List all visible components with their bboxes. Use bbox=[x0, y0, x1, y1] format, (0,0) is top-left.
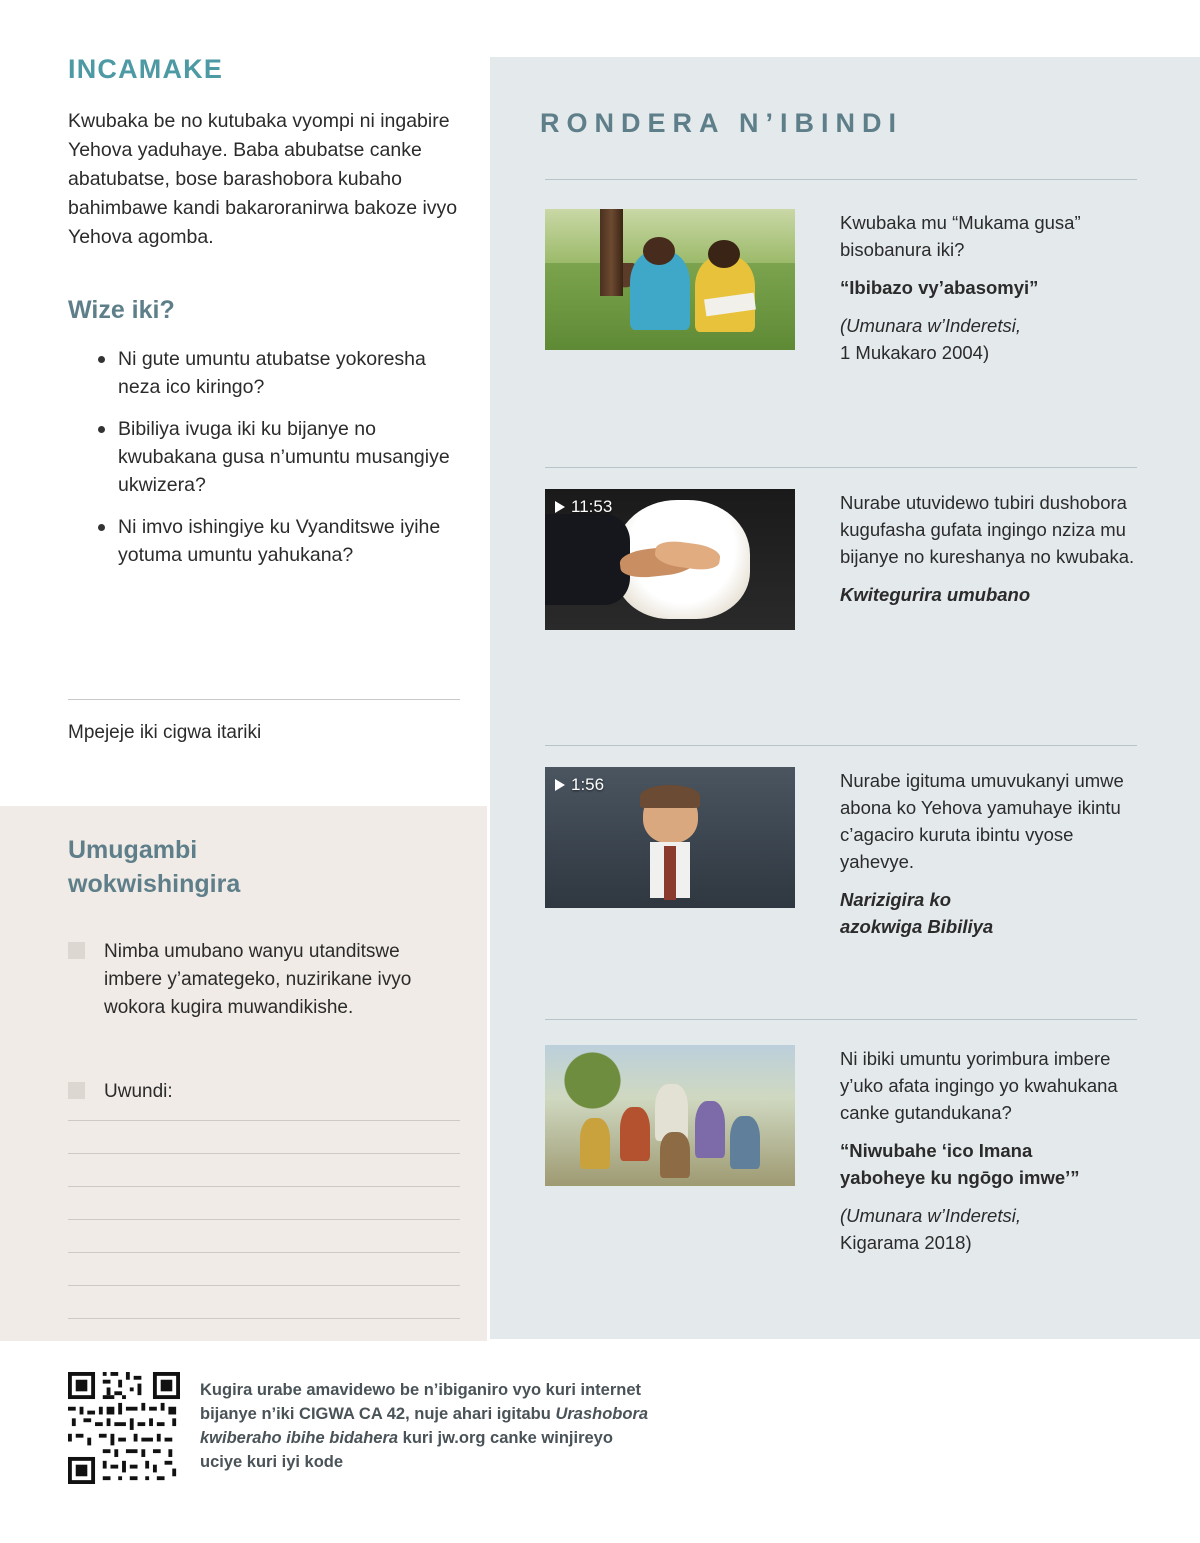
checkbox-icon[interactable] bbox=[68, 942, 85, 959]
list-item: Bibiliya ivuga iki ku bijanye no kwubakana gusa n’umuntu musangiye ukwizera? bbox=[98, 415, 460, 499]
entry-question: Nurabe utuvidewo tubiri dushobora kugufasha gufata ingingo nziza mu bijanye no kureshanya no kwubaka. bbox=[840, 492, 1135, 567]
entry-title-line1[interactable]: “Niwubahe ‘ico Imana bbox=[840, 1140, 1033, 1161]
entry-question: Nurabe igituma umuvukanyi umwe abona ko Yehova yamuhaye ikintu c’agaciro kuruta ibintu vyose yahevye. bbox=[840, 770, 1124, 872]
tie-shape bbox=[664, 846, 677, 900]
entry-question: Kwubaka mu “Mukama gusa” bisobanura iki? bbox=[840, 212, 1081, 260]
section-heading-wize-iki: Wize iki? bbox=[68, 296, 175, 324]
couple-studying-photo[interactable] bbox=[545, 209, 795, 350]
figure-shape bbox=[730, 1116, 760, 1170]
person-head-shape bbox=[708, 240, 741, 268]
entry-title-line2[interactable]: azokwiga Bibiliya bbox=[840, 916, 994, 937]
list-item: Ni imvo ishingiye ku Vyanditswe iyihe yotuma umuntu yahukana? bbox=[98, 513, 460, 569]
artwork-illustration bbox=[545, 1045, 795, 1186]
tree-shape bbox=[560, 1048, 625, 1113]
entry-title-line2[interactable]: yaboheye ku ngōgo imwe’” bbox=[840, 1167, 1080, 1188]
entry-divider bbox=[545, 179, 1137, 180]
page-title: INCAMAKE bbox=[68, 54, 224, 84]
list-item: Ni gute umuntu atubatse yokoresha neza ico kiringo? bbox=[98, 345, 460, 401]
reference-entry-2[interactable] bbox=[545, 489, 1145, 608]
figure-shape bbox=[620, 1107, 650, 1161]
goal-item-label: Nimba umubano wanyu utanditswe imbere y’amategeko, nuzirikane ivyo wokora kugira muwandikishe. bbox=[104, 941, 412, 1018]
entry-title[interactable]: “Ibibazo vy’abasomyi” bbox=[840, 277, 1039, 298]
goal-heading-line2: wokwishingira bbox=[68, 870, 241, 898]
figure-shape bbox=[580, 1118, 610, 1169]
left-column bbox=[0, 0, 490, 1543]
wedding-hands-video[interactable] bbox=[545, 489, 795, 630]
bible-scene-artwork[interactable] bbox=[545, 1045, 795, 1186]
panel-heading: RONDERA N’IBINDI bbox=[540, 108, 904, 138]
entry-source-date: 1 Mukakaro 2004) bbox=[840, 342, 990, 363]
footer-text bbox=[200, 1372, 768, 1474]
entry-divider bbox=[545, 1019, 1137, 1020]
footer bbox=[68, 1372, 768, 1474]
entry-source-italic: (Umunara w’Inderetsi, bbox=[840, 1205, 1021, 1226]
footer-line-3-post: kuri jw.org canke winjireyo bbox=[398, 1429, 613, 1447]
reference-entry-3[interactable] bbox=[545, 767, 1145, 940]
goal-heading bbox=[68, 833, 398, 901]
entry-body bbox=[840, 489, 1145, 608]
entry-divider bbox=[545, 467, 1137, 468]
write-line[interactable] bbox=[68, 1285, 460, 1286]
video-duration-label: 1:56 bbox=[571, 775, 605, 794]
qr-code-icon[interactable] bbox=[68, 1372, 180, 1484]
write-line[interactable] bbox=[68, 1120, 460, 1121]
write-line[interactable] bbox=[68, 1252, 460, 1253]
goal-checkbox-item-1[interactable] bbox=[68, 938, 460, 1022]
entry-body bbox=[840, 1045, 1145, 1256]
write-line[interactable] bbox=[68, 1318, 460, 1319]
entry-source-date: Kigarama 2018) bbox=[840, 1232, 972, 1253]
footer-publication-title-1: Urashobora bbox=[555, 1405, 649, 1423]
entry-source-italic: (Umunara w’Inderetsi, bbox=[840, 315, 1021, 336]
reference-entry-4[interactable] bbox=[545, 1045, 1145, 1256]
entry-body bbox=[840, 209, 1145, 366]
hair-shape bbox=[640, 785, 700, 808]
video-duration-badge bbox=[555, 497, 612, 517]
photo-artwork bbox=[545, 209, 795, 350]
man-portrait-video[interactable] bbox=[545, 767, 795, 908]
write-line[interactable] bbox=[68, 1186, 460, 1187]
goal-heading-line1: Umugambi bbox=[68, 836, 198, 864]
video-duration-badge bbox=[555, 775, 604, 795]
footer-line-2-pre: bijanye n’iki CIGWA CA 42, nuje ahari igitabu bbox=[200, 1405, 556, 1423]
video-duration-label: 11:53 bbox=[571, 497, 613, 516]
question-list bbox=[68, 345, 460, 569]
further-reading-panel bbox=[490, 57, 1200, 1339]
play-icon[interactable] bbox=[555, 779, 565, 791]
goal-item-label: Uwundi: bbox=[104, 1081, 173, 1102]
entry-question: Ni ibiki umuntu yorimbura imbere y’uko afata ingingo yo kwahukana canke gutandukana? bbox=[840, 1048, 1118, 1123]
footer-line-4: uciye kuri iyi kode bbox=[200, 1453, 344, 1471]
entry-title-line1[interactable]: Narizigira ko bbox=[840, 889, 952, 910]
play-icon[interactable] bbox=[555, 501, 565, 513]
summary-text: Kwubaka be no kutubaka vyompi ni ingabire Yehova yaduhaye. Baba abubatse canke abatubatse, bose barashobora kubaho bahimbawe kandi bakaroranirwa bakoze ivyo Yehova agomba. bbox=[68, 110, 458, 248]
checkbox-icon[interactable] bbox=[68, 1082, 85, 1099]
figure-shape bbox=[660, 1132, 690, 1177]
reference-entry-1[interactable] bbox=[545, 209, 1145, 366]
summary-section bbox=[68, 0, 460, 583]
footer-line-1: Kugira urabe amavidewo be n’ibiganiro vyo kuri internet bbox=[200, 1381, 642, 1399]
sleeve-shape bbox=[545, 514, 630, 604]
section-divider bbox=[68, 699, 460, 700]
footer-publication-title-2: kwiberaho ibihe bidahera bbox=[200, 1429, 399, 1447]
entry-body bbox=[840, 767, 1145, 940]
entry-title[interactable]: Kwitegurira umubano bbox=[840, 584, 1031, 605]
figure-shape bbox=[695, 1101, 725, 1157]
qr-code-svg bbox=[68, 1372, 180, 1484]
entry-divider bbox=[545, 745, 1137, 746]
completion-date-label: Mpejeje iki cigwa itariki bbox=[68, 722, 262, 743]
write-in-lines[interactable] bbox=[68, 1120, 460, 1351]
write-line[interactable] bbox=[68, 1153, 460, 1154]
goal-checkbox-item-2[interactable] bbox=[68, 1078, 460, 1106]
write-line[interactable] bbox=[68, 1219, 460, 1220]
